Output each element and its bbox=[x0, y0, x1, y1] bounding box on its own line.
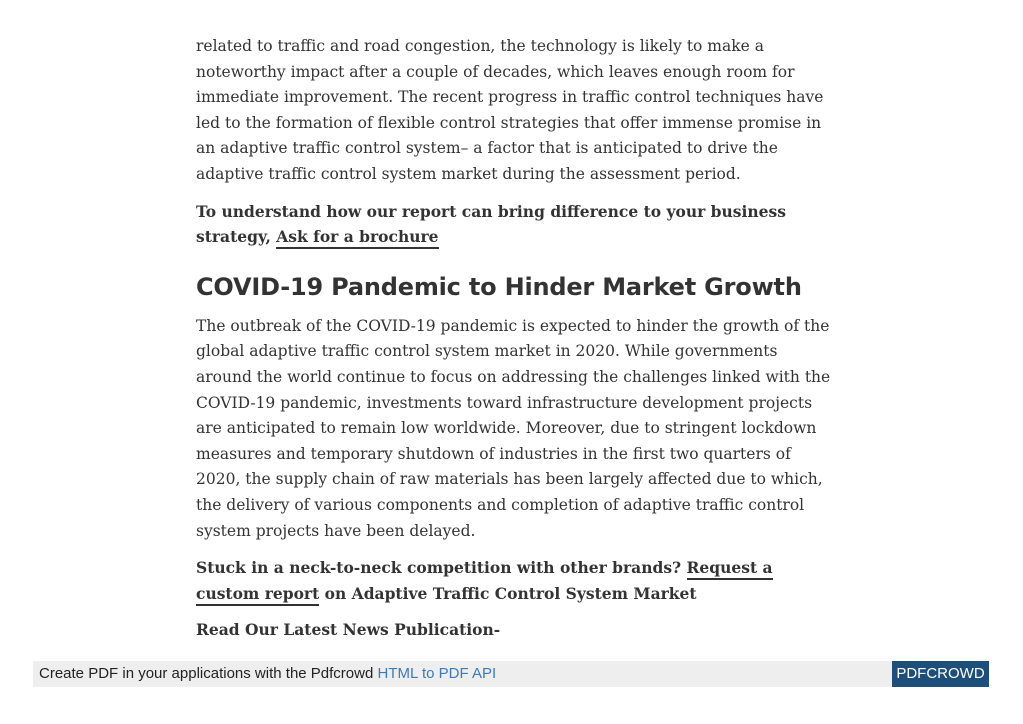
html-to-pdf-api-link[interactable]: HTML to PDF API bbox=[377, 665, 497, 682]
article-content bbox=[196, 34, 836, 654]
news-publication-heading: Read Our Latest News Publication- bbox=[196, 620, 501, 640]
brochure-cta-text: To understand how our report can bring difference to your business strategy, bbox=[196, 201, 786, 247]
section-heading: COVID-19 Pandemic to Hinder Market Growth bbox=[196, 272, 802, 301]
custom-report-cta-suffix: on Adaptive Traffic Control System Market bbox=[319, 583, 697, 603]
pdfcrowd-footer-bar bbox=[33, 661, 989, 687]
custom-report-cta bbox=[196, 555, 836, 606]
request-custom-report-link[interactable]: Request a custom report bbox=[196, 558, 773, 606]
footer-text bbox=[39, 665, 496, 682]
brochure-cta bbox=[196, 199, 836, 250]
custom-report-cta-text: Stuck in a neck-to-neck competition with other brands? bbox=[196, 558, 687, 578]
pdfcrowd-badge[interactable]: PDFCROWD bbox=[892, 661, 989, 687]
ask-brochure-link[interactable]: Ask for a brochure bbox=[276, 227, 438, 249]
footer-label: Create PDF in your applications with the Pdfcrowd bbox=[39, 665, 378, 682]
body-paragraph: related to traffic and road congestion, the technology is likely to make a noteworthy impact after a couple of decades, which leaves enough room for immediate improvement. The recent progress in traffic control techniques have led to the formation of flexible control strategies that offer immense promise in an adaptive traffic control system– a factor that is anticipated to drive the adaptive traffic control system market during the assessment period. bbox=[196, 37, 824, 183]
body-paragraph: The outbreak of the COVID-19 pandemic is expected to hinder the growth of the global adaptive traffic control system market in 2020. While governments around the world continue to focus on addressing the challenges linked with the COVID-19 pandemic, investments toward infrastructure development projects are anticipated to remain low worldwide. Moreover, due to stringent lockdown measures and temporary shutdown of industries in the first two quarters of 2020, the supply chain of raw materials has been largely affected due to which, the delivery of various components and completion of adaptive traffic control system projects have been delayed. bbox=[196, 316, 831, 540]
